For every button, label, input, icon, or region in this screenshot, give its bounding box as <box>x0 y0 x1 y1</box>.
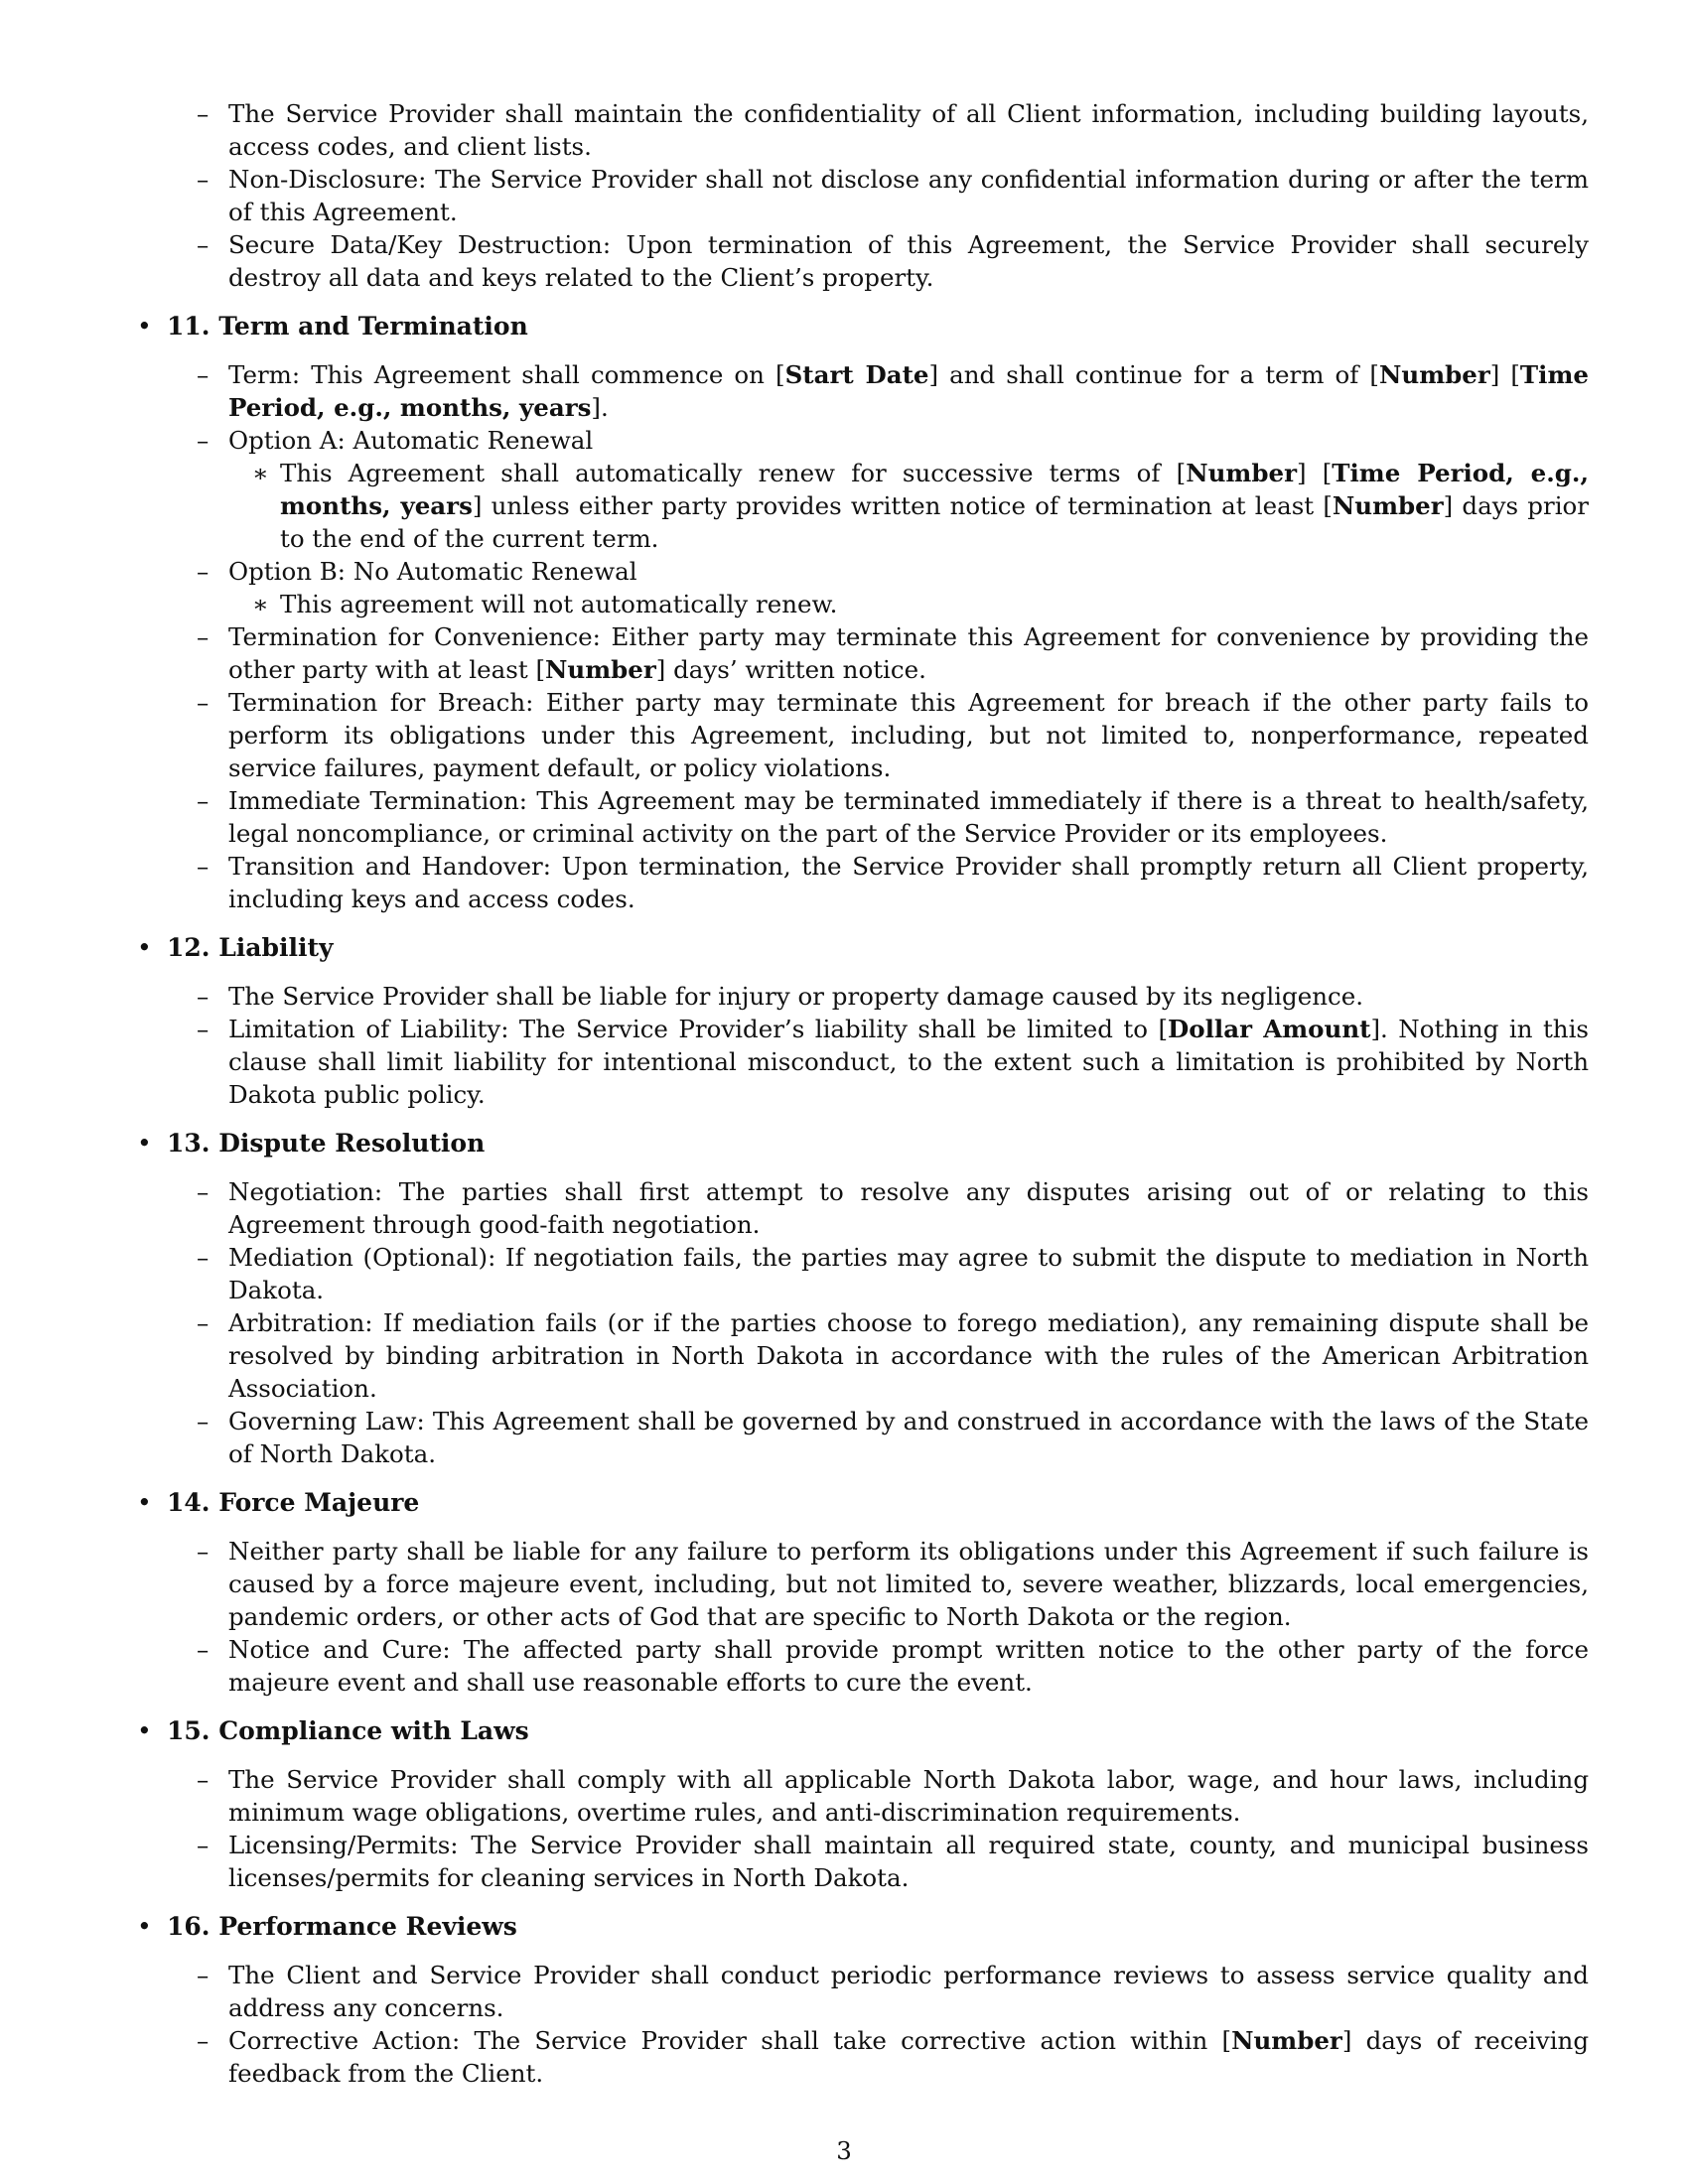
list-item: – Mediation (Optional): If negotiation fails, the parties may agree to submit the dispute to mediation in North Dakota. <box>197 1243 1589 1304</box>
bullet-marker: • <box>137 1488 152 1517</box>
bullet-marker: • <box>137 933 152 962</box>
list-item: – Secure Data/Key Destruction: Upon termination of this Agreement, the Service Provider shall securely destroy all data and keys related to the Client’s property. <box>197 230 1589 292</box>
bullet-marker: • <box>137 312 152 341</box>
term-clause: – Term: This Agreement shall commence on [Start Date] and shall continue for a term of [Number] [Time Period, e.g., months, years]. <box>197 360 1589 422</box>
list-item: – Non-Disclosure: The Service Provider shall not disclose any confidential information during or after the term of this Agreement. <box>197 165 1589 226</box>
placeholder-field: Number <box>1332 491 1444 520</box>
dash-marker: – <box>197 99 210 128</box>
list-item: – The Service Provider shall comply with all applicable North Dakota labor, wage, and hour laws, including minimum wage obligations, overtime rules, and anti-discrimination requirements. <box>197 1765 1589 1827</box>
placeholder-field: Time Period, e.g., months, years <box>228 360 1589 422</box>
dash-marker: – <box>197 852 210 881</box>
section-heading: • 14. Force Majeure <box>137 1488 420 1517</box>
section-heading: • 11. Term and Termination <box>137 312 528 341</box>
section-force-majeure <box>129 1486 1589 1699</box>
dash-marker: – <box>197 1015 210 1043</box>
list-item: – Negotiation: The parties shall first attempt to resolve any disputes arising out of or relating to this Agreement through good-faith negotiation. <box>197 1177 1589 1239</box>
section-heading: • 16. Performance Reviews <box>137 1912 517 1941</box>
page-content <box>129 97 1589 2106</box>
bullet-marker: • <box>137 1716 152 1745</box>
section-heading: • 15. Compliance with Laws <box>137 1716 529 1745</box>
dash-marker: – <box>197 426 210 455</box>
corrective-action-clause: – Corrective Action: The Service Provider shall take corrective action within [Number] days of receiving feedback from the Client. <box>197 2026 1589 2088</box>
dash-marker: – <box>197 165 210 194</box>
dash-marker: – <box>197 230 210 259</box>
list-item: – Notice and Cure: The affected party shall provide prompt written notice to the other party of the force majeure event and shall use reasonable efforts to cure the event. <box>197 1635 1589 1697</box>
list-item: – Governing Law: This Agreement shall be governed by and construed in accordance with the laws of the State of North Dakota. <box>197 1407 1589 1468</box>
section-items <box>129 1763 1589 1894</box>
option-a-label: – Option A: Automatic Renewal <box>197 426 594 455</box>
placeholder-field: Number <box>1186 459 1297 487</box>
section-dispute-resolution <box>129 1127 1589 1470</box>
dash-marker: – <box>197 786 210 815</box>
confidentiality-items <box>129 97 1589 294</box>
star-marker: ∗ <box>252 590 269 618</box>
section-performance-reviews <box>129 1910 1589 2090</box>
section-heading: • 13. Dispute Resolution <box>137 1129 486 1158</box>
placeholder-field: Number <box>545 655 656 684</box>
bullet-marker: • <box>137 1129 152 1158</box>
list-item: – The Client and Service Provider shall conduct periodic performance reviews to assess service quality and address any concerns. <box>197 1961 1589 2022</box>
dash-marker: – <box>197 1243 210 1272</box>
dash-marker: – <box>197 1635 210 1664</box>
dash-marker: – <box>197 622 210 651</box>
dash-marker: – <box>197 688 210 717</box>
list-item: – The Service Provider shall maintain the confidentiality of all Client information, including building layouts, access codes, and client lists. <box>197 99 1589 161</box>
dash-marker: – <box>197 2026 210 2055</box>
section-items <box>129 980 1589 1111</box>
immediate-termination: – Immediate Termination: This Agreement may be terminated immediately if there is a threat to health/safety, legal noncompliance, or criminal activity on the part of the Service Provider or its employees. <box>197 786 1589 848</box>
option-b-clause: ∗ This agreement will not automatically renew. <box>252 590 838 618</box>
dash-marker: – <box>197 1961 210 1989</box>
termination-breach: – Termination for Breach: Either party may terminate this Agreement for breach if the other party fails to perform its obligations under this Agreement, including, but not limited to, nonperformance, repeated service failures, payment default, or policy violations. <box>197 688 1589 782</box>
bullet-marker: • <box>137 1912 152 1941</box>
section-items <box>129 1175 1589 1470</box>
option-a-clause: ∗ This Agreement shall automatically renew for successive terms of [Number] [Time Period, e.g., months, years] unless either party provides written notice of termination at least [Number] days prior to the end of the current term. <box>252 459 1590 553</box>
list-item: – The Service Provider shall be liable for injury or property damage caused by its negligence. <box>197 982 1363 1011</box>
dash-marker: – <box>197 1177 210 1206</box>
section-term-and-termination <box>129 310 1589 915</box>
star-marker: ∗ <box>252 459 269 487</box>
transition-handover: – Transition and Handover: Upon termination, the Service Provider shall promptly return all Client property, including keys and access codes. <box>197 852 1589 913</box>
dash-marker: – <box>197 1537 210 1566</box>
dash-marker: – <box>197 1308 210 1337</box>
dash-marker: – <box>197 1831 210 1859</box>
list-item: – Licensing/Permits: The Service Provider shall maintain all required state, county, and municipal business licenses/permits for cleaning services in North Dakota. <box>197 1831 1589 1892</box>
page-number: 3 <box>836 2136 852 2165</box>
dash-marker: – <box>197 1765 210 1794</box>
placeholder-field: Dollar Amount <box>1168 1015 1371 1043</box>
dash-marker: – <box>197 1407 210 1435</box>
section-compliance-with-laws <box>129 1714 1589 1894</box>
dash-marker: – <box>197 360 210 389</box>
termination-convenience: – Termination for Convenience: Either party may terminate this Agreement for convenience by providing the other party with at least [Number] days’ written notice. <box>197 622 1589 684</box>
dash-marker: – <box>197 557 210 586</box>
list-item: – Arbitration: If mediation fails (or if the parties choose to forego mediation), any remaining dispute shall be resolved by binding arbitration in North Dakota in accordance with the rules of the American Arbitration Association. <box>197 1308 1589 1403</box>
list-item: – Neither party shall be liable for any failure to perform its obligations under this Agreement if such failure is caused by a force majeure event, including, but not limited to, severe weather, blizzards, local emergencies, pandemic orders, or other acts of God that are specific to North Dakota or the region. <box>197 1537 1589 1631</box>
placeholder-field: Time Period, e.g., months, years <box>280 459 1589 520</box>
placeholder-field: Number <box>1231 2026 1342 2055</box>
placeholder-field: Start Date <box>784 360 929 389</box>
section-heading: • 12. Liability <box>137 933 334 962</box>
placeholder-field: Number <box>1378 360 1490 389</box>
section-liability <box>129 931 1589 1111</box>
option-b-label: – Option B: No Automatic Renewal <box>197 557 637 586</box>
limitation-clause: – Limitation of Liability: The Service Provider’s liability shall be limited to [Dollar Amount]. Nothing in this clause shall limit liability for intentional misconduct, to the extent such a limitation is prohibited by North Dakota public policy. <box>197 1015 1589 1109</box>
section-items <box>129 1959 1589 2090</box>
section-items <box>129 1535 1589 1699</box>
section-items <box>129 358 1589 915</box>
dash-marker: – <box>197 982 210 1011</box>
